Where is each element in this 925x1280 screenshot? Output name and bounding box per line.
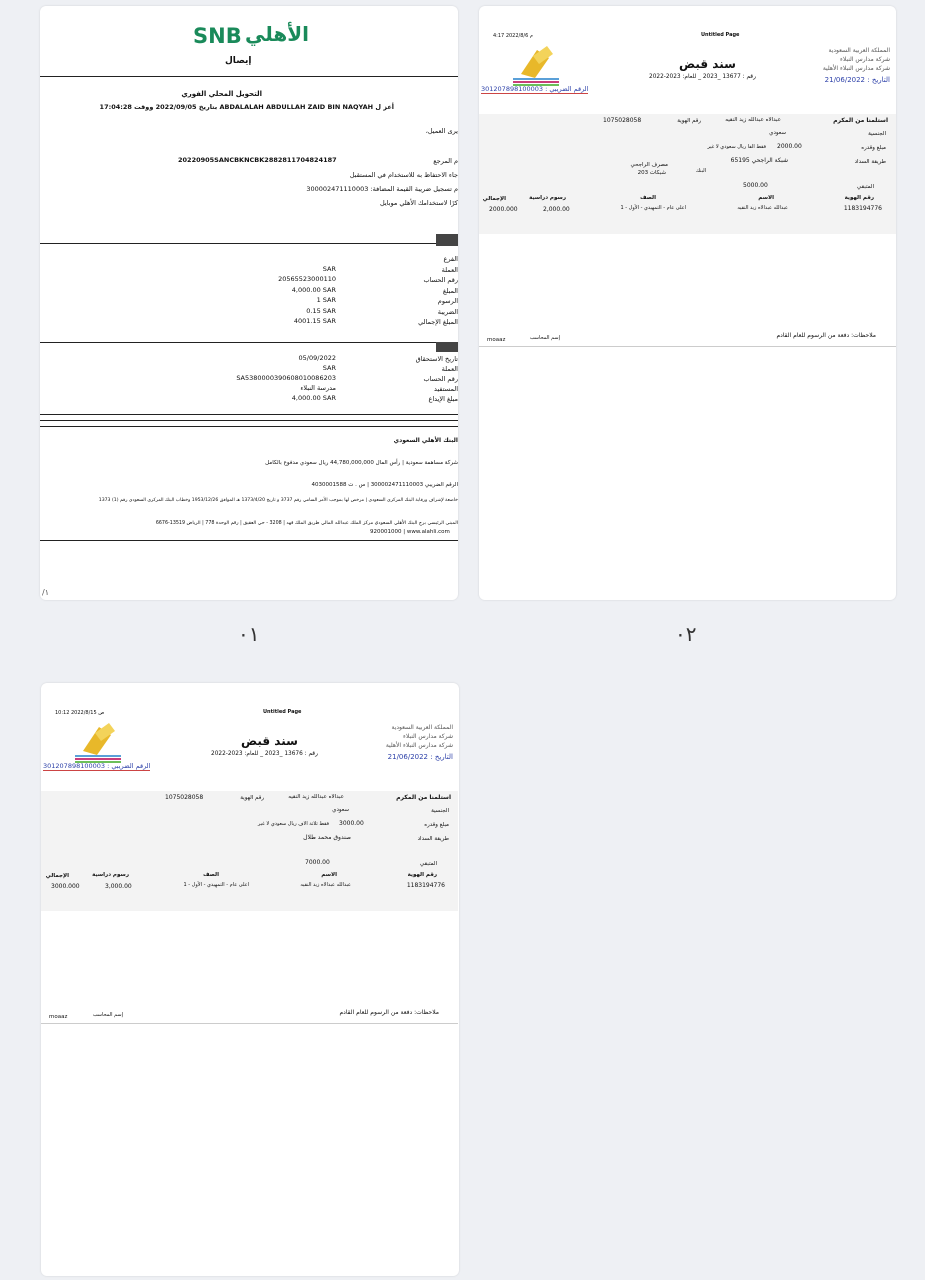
field-label: الرسوم xyxy=(437,297,458,305)
field-label: المستفيد xyxy=(434,385,458,393)
received-label: استلمنا من المكرم xyxy=(396,794,451,801)
field-label: رقم الحساب xyxy=(423,276,458,284)
divider xyxy=(40,76,458,77)
snb-logo-latin: SNB xyxy=(193,24,242,48)
divider xyxy=(40,243,458,244)
receipt-meta: رقم : 13677 _2023 _ للعام: 2023-2022 xyxy=(649,74,756,80)
payment-value: شبكة الراجحي 65195 xyxy=(730,157,788,164)
remaining-label: المتبقي xyxy=(419,861,437,867)
kingdom: المملكة العربية السعودية xyxy=(828,47,890,54)
receipt-date: التاريخ : 21/06/2022 xyxy=(824,76,890,84)
amount-value: 3000.00 xyxy=(339,820,364,827)
amount-label: مبلغ وقدره xyxy=(424,822,449,828)
footer-address: المبنى الرئيسي برج البنك الأهلي السعودي مركز الملك عبدالله المالي طريق الملك فهد | 3208 - حي العقيق | رقم الوحدة 778 | الرياض 13519-6676 xyxy=(155,521,458,526)
id-label: رقم الهوية xyxy=(677,118,701,124)
bank-value: شبكات 203 xyxy=(637,170,666,176)
col-header: رقم الهوية xyxy=(407,872,437,878)
col-header: الاسم xyxy=(758,195,774,201)
notes: ملاحظات: دفعة من الرسوم للعام القادم xyxy=(776,332,876,339)
col-header: الصف xyxy=(640,195,656,201)
id-value: 1075028058 xyxy=(165,794,204,801)
receipt-page xyxy=(41,683,459,1276)
divider xyxy=(40,342,458,343)
id-label: رقم الهوية xyxy=(240,795,264,801)
field-value: 05/09/2022 xyxy=(298,354,336,362)
divider xyxy=(40,420,458,421)
divider xyxy=(40,540,458,541)
notes: ملاحظات: دفعة من الرسوم للعام القادم xyxy=(339,1009,439,1016)
footer-tax: الرقم الضريبي 300002471110003 | س . ت 4030001588 xyxy=(311,482,458,488)
school-name: شركة مدارس النبلاء الأهلية xyxy=(822,65,890,72)
id-value: 1075028058 xyxy=(603,117,642,124)
col-header: الاسم xyxy=(321,872,337,878)
info-band xyxy=(41,791,458,911)
remaining-value: 7000.00 xyxy=(305,859,330,866)
notes-divider xyxy=(479,346,896,347)
timestamp: 10:12 2022/8/15 ص xyxy=(55,710,105,716)
field-value: 20565523000110 xyxy=(278,275,336,283)
accountant-label: إسم المحاسب xyxy=(92,1012,123,1018)
table-cell: 1183194776 xyxy=(843,205,882,212)
field-value: SAR xyxy=(322,364,336,372)
payment-label: طريقة السداد xyxy=(854,159,886,165)
client-text: يرى العميل، xyxy=(425,127,458,135)
field-label: المبلغ xyxy=(442,286,458,295)
footer-capital: شركة مساهمة سعودية | رأس المال 44,780,000,000 ريال سعودي مدفوع بالكامل xyxy=(265,460,458,466)
table-cell: عبدالله عبدالاه زيد النقيه xyxy=(300,882,351,888)
field-label: الفرع xyxy=(443,255,458,263)
untitled-page: Untitled Page xyxy=(263,709,302,715)
doc-title: إيصال xyxy=(225,56,252,66)
transfer-line: أعز ل ABDALALAH ABDULLAH ZAID BIN NAQYAH بتاريخ 2022/09/05 ووقت 17:04:28 xyxy=(99,103,394,111)
company: شركة مدارس النبلاء xyxy=(840,56,890,63)
school-name: شركة مدارس النبلاء الأهلية xyxy=(385,742,453,749)
received-label: استلمنا من المكرم xyxy=(833,117,888,124)
field-label: مبلغ الإيداع xyxy=(428,395,458,403)
tax-number: الرقم الضريبي : 301207898100003 xyxy=(43,762,151,770)
section-marker xyxy=(436,234,458,246)
accountant-label: إسم المحاسب xyxy=(529,335,560,341)
field-label: المبلغ الإجمالي xyxy=(418,318,458,326)
field-value: 1 SAR xyxy=(316,296,336,304)
divider xyxy=(40,426,458,427)
field-value: 4,000.00 SAR xyxy=(291,394,336,402)
nationality-label: الجنسية xyxy=(431,808,449,814)
bank-label: البنك xyxy=(695,168,706,174)
receipt-date: التاريخ : 21/06/2022 xyxy=(387,753,453,761)
accountant-value: moaaz xyxy=(487,337,506,343)
ref-label: م المرجع xyxy=(433,157,458,165)
table-cell: 3,000.00 xyxy=(105,883,132,890)
snb-logo xyxy=(190,20,310,50)
receipt-meta: رقم : 13676 _2023 _ للعام: 2023-2022 xyxy=(211,751,318,757)
page-number: ٠٢ xyxy=(675,622,697,646)
section-marker xyxy=(436,342,458,352)
info-band xyxy=(479,114,896,234)
received-value: عبدالاه عبدالله زيد النقيه xyxy=(288,794,344,800)
school-logo xyxy=(69,721,127,765)
amount-words: فقط الفا ريال سعودي لا غير xyxy=(707,144,766,150)
page-number: ٠١ xyxy=(238,622,260,646)
snb-logo-arabic: الأهلي xyxy=(245,22,310,46)
kingdom: المملكة العربية السعودية xyxy=(391,724,453,731)
receipt-title: سند قبض xyxy=(241,734,298,748)
divider xyxy=(40,414,458,415)
company: شركة مدارس النبلاء xyxy=(403,733,453,740)
tax-number: الرقم الضريبي : 301207898100003 xyxy=(481,85,589,93)
nationality-value: سعودي xyxy=(332,807,349,813)
table-cell: 2,000.00 xyxy=(543,206,570,213)
amount-label: مبلغ وقدره xyxy=(861,145,886,151)
ref-value: 20220905SANCBKNCBK2882811704824187 xyxy=(178,156,337,164)
col-header: رقم الهوية xyxy=(844,195,874,201)
snb-receipt-page xyxy=(40,6,458,600)
field-value: 0.15 SAR xyxy=(306,306,336,315)
payment-label: طريقة السداد xyxy=(417,836,449,842)
bank-value: مصرف الراجحي xyxy=(630,162,668,168)
table-cell: 1183194776 xyxy=(406,882,445,889)
footer-license: خاضعة لإشراف ورقابة البنك المركزي السعودي | مرخص لها بموجب الأمر السامي رقم 3737 و تاريخ 1373/4/20 هـ الموافق 1953/12/26 وخطاب البنك المركزي السعودي رقم (1) 1373 xyxy=(98,498,458,503)
table-cell: 2000.000 xyxy=(489,206,518,213)
receipt-page xyxy=(479,6,896,600)
table-cell: اعلى عام - التمهيدي - الأول - 1 xyxy=(183,882,249,888)
field-value: SA5380000390608010086203 xyxy=(236,374,336,382)
receipt-title: سند قبض xyxy=(679,57,736,71)
received-value: عبدالاه عبدالله زيد النقيه xyxy=(725,117,781,123)
field-label: رقم الحساب xyxy=(423,375,458,383)
school-logo xyxy=(507,44,565,88)
field-label: العملة xyxy=(441,365,458,373)
table-cell: 3000.000 xyxy=(51,883,80,890)
nationality-value: سعودي xyxy=(769,130,786,136)
nationality-label: الجنسية xyxy=(868,131,886,137)
corner-mark: /١ xyxy=(42,588,49,597)
remaining-value: 5000.00 xyxy=(743,182,768,189)
field-label: تاريخ الاستحقاق xyxy=(415,355,458,363)
field-value: مدرسة النبلاء xyxy=(300,384,336,392)
untitled-page: Untitled Page xyxy=(701,32,740,38)
col-header: الإجمالي xyxy=(482,196,506,202)
amount-value: 2000.00 xyxy=(777,143,802,150)
field-label: الضريبة xyxy=(437,307,458,316)
table-cell: اعلى عام - التمهيدي - الأول - 1 xyxy=(620,205,686,211)
accountant-value: moaaz xyxy=(49,1014,68,1020)
field-label: العملة xyxy=(441,265,458,274)
table-cell: عبدالله عبدالاه زيد النقيه xyxy=(737,205,788,211)
remaining-label: المتبقي xyxy=(856,184,874,190)
footer-bank: البنك الأهلي السعودي xyxy=(393,437,458,444)
col-header: الإجمالي xyxy=(45,873,69,879)
col-header: رسوم دراسية xyxy=(92,872,129,878)
keep-note: جاء الاحتفاظ به للاستخدام في المستقبل xyxy=(349,171,458,179)
field-value: 4,000.00 SAR xyxy=(291,285,336,294)
field-value: SAR xyxy=(322,264,336,273)
field-value: 4001.15 SAR xyxy=(293,317,336,325)
timestamp: 4:17 2022/8/6 م xyxy=(493,33,533,39)
col-header: الصف xyxy=(203,872,219,878)
thanks-line: كرًا لاستخدامك الأهلي موبايل xyxy=(379,199,458,207)
notes-divider xyxy=(41,1023,458,1024)
payment-value: صندوق محمد طلال xyxy=(303,834,351,841)
footer-web: 920001000 | www.alahli.com xyxy=(370,529,450,535)
amount-words: فقط ثلاثة الاف ريال سعودي لا غير xyxy=(257,821,329,827)
vat-line: م تسجيل ضريبة القيمة المضافة: 300002471110003 xyxy=(306,185,458,193)
transfer-title: التحويل المحلي الفوري xyxy=(181,90,262,98)
col-header: رسوم دراسية xyxy=(529,195,566,201)
